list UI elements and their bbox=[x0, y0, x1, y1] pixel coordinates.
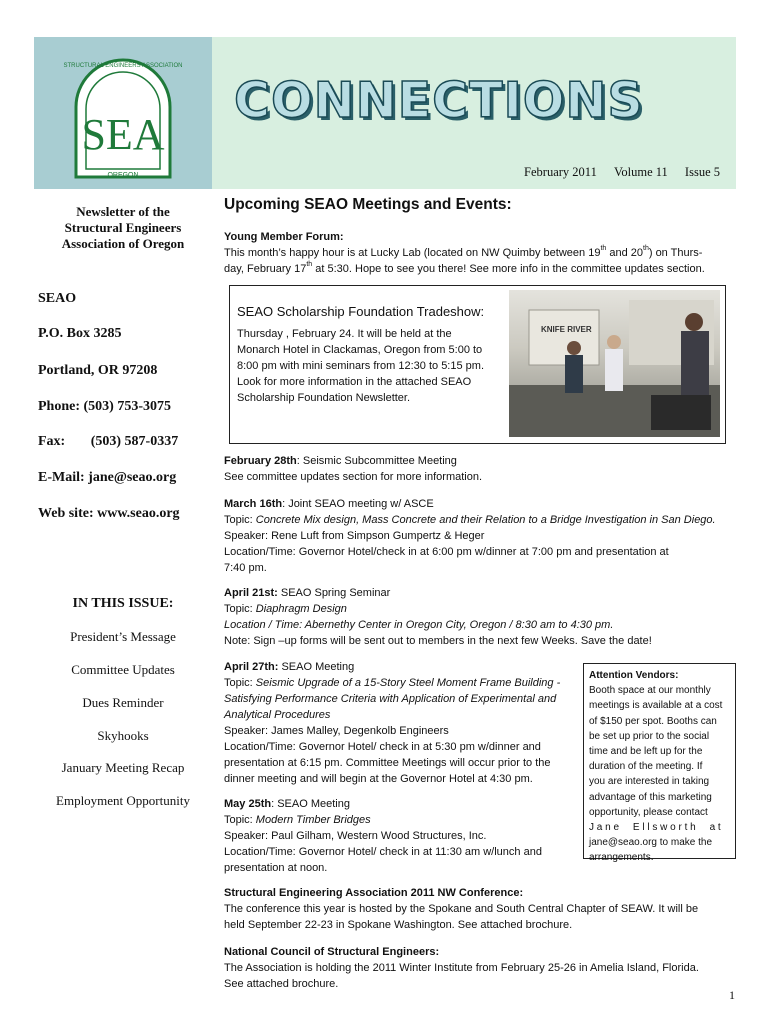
apr21-topic: Topic: Diaphragm Design bbox=[224, 603, 347, 615]
apr27-title: April 27th: SEAO Meeting bbox=[224, 661, 355, 673]
vendors-line: jane@seao.org to make the bbox=[589, 837, 713, 849]
apr27-topic: Topic: Seismic Upgrade of a 15-Story Steel Moment Frame Building - bbox=[224, 677, 561, 689]
ncse-title: National Council of Structural Engineers: bbox=[224, 946, 440, 958]
ncse-line: See attached brochure. bbox=[224, 978, 339, 990]
mar16-location: Location/Time: Governor Hotel/check in at 6:00 pm w/dinner at 7:00 pm and presentation at bbox=[224, 546, 669, 558]
vendors-line: meetings is available at a cost bbox=[589, 700, 723, 712]
mar16-event bbox=[224, 496, 739, 576]
apr21-title: April 21st: SEAO Spring Seminar bbox=[224, 587, 391, 599]
vendors-line: be set up prior to the social bbox=[589, 730, 710, 742]
contact-email[interactable]: E-Mail: jane@seao.org bbox=[38, 470, 177, 485]
young-member-line2: day, February 17th at 5:30. Hope to see you there! See more info in the committee updates section. bbox=[224, 261, 705, 275]
contact-pobox: P.O. Box 3285 bbox=[38, 326, 122, 341]
issue-info bbox=[510, 165, 720, 180]
mar16-location-cont: 7:40 pm. bbox=[224, 562, 267, 574]
vendors-line: advantage of this marketing bbox=[589, 791, 712, 803]
issue-item: President’s Message bbox=[70, 629, 176, 644]
nw-conference-line: held September 22-23 in Spokane Washington. See attached brochure. bbox=[224, 919, 573, 931]
apr27-location-cont: dinner meeting and will begin at the Governor Hotel at 4:30 pm. bbox=[224, 773, 533, 785]
apr27-location-cont: presentation at 6:15 pm. Committee Meetings will occur prior to the bbox=[224, 757, 551, 769]
may25-topic: Topic: Modern Timber Bridges bbox=[224, 814, 371, 826]
apr27-topic-cont: Satisfying Performance Criteria with Application of Experimental and bbox=[224, 693, 557, 705]
contact-fax bbox=[38, 434, 178, 450]
scholarship-line: Thursday , February 24. It will be held at the bbox=[237, 328, 452, 340]
contact-website[interactable]: Web site: www.seao.org bbox=[38, 506, 180, 521]
photo-sign: KNIFE RIVER bbox=[541, 325, 592, 334]
newsletter-tagline bbox=[34, 204, 212, 252]
mar16-speaker: Speaker: Rene Luft from Simpson Gumpertz & Heger bbox=[224, 530, 485, 542]
may25-event bbox=[224, 796, 579, 876]
may25-location: Location/Time: Governor Hotel/ check in at 11:30 am w/lunch and bbox=[224, 846, 542, 858]
contact-city: Portland, OR 97208 bbox=[38, 363, 158, 378]
nw-conference-line: The conference this year is hosted by the Spokane and South Central Chapter of SEAW. It will be bbox=[224, 903, 699, 915]
sea-logo bbox=[34, 37, 212, 189]
tradeshow-photo bbox=[509, 290, 720, 437]
mar16-topic: Topic: Concrete Mix design, Mass Concrete and their Relation to a Bridge Investigation in San Diego. bbox=[224, 514, 716, 526]
may25-location-cont: presentation at noon. bbox=[224, 862, 328, 874]
apr21-location: Location / Time: Abernethy Center in Oregon City, Oregon / 8:30 am to 4:30 pm. bbox=[224, 619, 614, 631]
vendors-title: Attention Vendors: bbox=[589, 670, 679, 681]
logo-letters: SEA bbox=[81, 110, 165, 159]
masthead-title: CONNECTIONS bbox=[234, 72, 644, 129]
scholarship-line: Look for more information in the attached SEAO bbox=[237, 376, 472, 388]
nw-conference-title: Structural Engineering Association 2011 NW Conference: bbox=[224, 887, 524, 899]
feb28-title: February 28th: Seismic Subcommittee Meeting bbox=[224, 455, 457, 467]
vendors-line: arrangements. bbox=[589, 852, 654, 864]
issue-item: Employment Opportunity bbox=[56, 793, 190, 808]
fax-label: Fax: bbox=[38, 434, 66, 449]
may25-speaker: Speaker: Paul Gilham, Western Wood Structures, Inc. bbox=[224, 830, 487, 842]
apr27-speaker: Speaker: James Malley, Degenkolb Engineers bbox=[224, 725, 449, 737]
issue-item: Dues Reminder bbox=[82, 695, 164, 710]
feb28-line2: See committee updates section for more information. bbox=[224, 471, 483, 483]
logo-top-text: STRUCTURAL ENGINEERS ASSOCIATION bbox=[63, 63, 183, 69]
nw-conference bbox=[224, 885, 739, 933]
vendors-line: duration of the meeting. If bbox=[589, 761, 703, 773]
young-member-line1: This month’s happy hour is at Lucky Lab (located on NW Quimby between 19th and 20th) on Thurs- bbox=[224, 245, 703, 259]
logo-panel bbox=[34, 37, 212, 189]
issue-number: Issue 5 bbox=[684, 165, 720, 179]
scholarship-text bbox=[237, 304, 502, 406]
in-this-issue-title: IN THIS ISSUE: bbox=[72, 596, 174, 611]
issue-item: Committee Updates bbox=[71, 662, 175, 677]
fax-number: (503) 587-0337 bbox=[90, 434, 179, 449]
vendors-line: Booth space at our monthly bbox=[589, 685, 711, 697]
page-number: 1 bbox=[729, 988, 735, 1002]
apr27-topic-cont: Analytical Procedures bbox=[224, 709, 331, 721]
apr21-note: Note: Sign –up forms will be sent out to members in the next few Weeks. Save the date! bbox=[224, 635, 652, 647]
issue-volume: Volume 11 bbox=[613, 165, 668, 179]
may25-title: May 25th: SEAO Meeting bbox=[224, 798, 350, 810]
young-member-title: Young Member Forum: bbox=[224, 231, 344, 243]
section-heading: Upcoming SEAO Meetings and Events: bbox=[224, 196, 512, 213]
sidebar bbox=[34, 189, 212, 990]
contact-phone: Phone: (503) 753-3075 bbox=[38, 399, 171, 414]
logo-bottom-text: OREGON bbox=[107, 172, 139, 179]
tagline-line: Newsletter of the bbox=[76, 204, 170, 219]
mar16-title: March 16th: Joint SEAO meeting w/ ASCE bbox=[224, 498, 434, 510]
issue-item: Skyhooks bbox=[97, 728, 149, 743]
apr21-event bbox=[224, 585, 739, 649]
scholarship-line: Scholarship Foundation Newsletter. bbox=[237, 392, 411, 404]
tagline-line: Association of Oregon bbox=[61, 236, 185, 251]
vendors-line: J a n e E l l s w o r t h a t bbox=[589, 822, 721, 834]
issue-item: January Meeting Recap bbox=[61, 760, 185, 775]
vendors-line: you are interested in taking bbox=[589, 776, 710, 788]
tagline-line: Structural Engineers bbox=[64, 220, 182, 235]
attention-vendors-box bbox=[583, 663, 736, 864]
scholarship-line: Monarch Hotel in Clackamas, Oregon from 5:00 to bbox=[237, 344, 483, 356]
vendors-line: of $150 per spot. Booths can bbox=[589, 715, 717, 727]
young-member-forum bbox=[224, 229, 739, 277]
vendors-line: opportunity, please contact bbox=[589, 806, 708, 818]
contact-org: SEAO bbox=[38, 291, 77, 306]
feb28-event bbox=[224, 453, 739, 485]
ncse-section bbox=[224, 944, 739, 992]
vendors-line: time and be left up for the bbox=[589, 746, 703, 758]
apr27-event bbox=[224, 659, 579, 787]
apr27-location: Location/Time: Governor Hotel/ check in at 5:30 pm w/dinner and bbox=[224, 741, 541, 753]
issue-date: February 2011 bbox=[524, 165, 597, 179]
scholarship-title: SEAO Scholarship Foundation Tradeshow: bbox=[237, 304, 485, 319]
scholarship-line: 8:00 pm with mini seminars from 12:30 to 5:15 pm. bbox=[237, 360, 484, 372]
ncse-line: The Association is holding the 2011 Winter Institute from February 25-26 in Amelia Island, Florida. bbox=[224, 962, 699, 974]
